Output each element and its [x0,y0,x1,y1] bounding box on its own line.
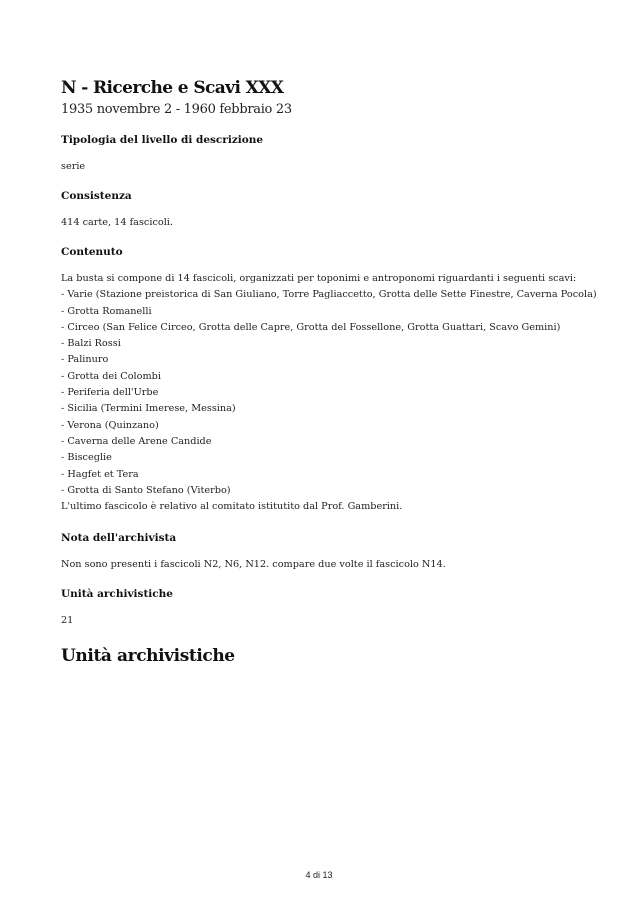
list-item: - Grotta di Santo Stefano (Viterbo) [61,484,231,496]
consistenza-text: 414 carte, 14 fascicoli. [61,217,173,228]
unita-count: 21 [61,615,74,627]
list-item: - Grotta Romanelli [61,305,152,317]
list-item: L'ultimo fascicolo è relativo al comitato istitutito dal Prof. Gamberini. [61,501,403,513]
consistenza-heading: Consistenza [61,190,132,202]
list-item: - Grotta dei Colombi [61,370,161,382]
tipologia-heading: Tipologia del livello di descrizione [61,134,264,146]
list-item: - Sicilia (Termini Imerese, Messina) [61,403,236,415]
date-range: 1935 novembre 2 - 1960 febbraio 23 [61,102,292,117]
list-item: - Caverna delle Arene Candide [61,435,212,447]
page-title: N - Ricerche e Scavi XXX [61,78,284,98]
nota-heading: Nota dell'archivista [61,532,177,545]
list-item: - Balzi Rossi [61,338,121,350]
list-item: - Verona (Quinzano) [61,419,159,431]
nota-text: Non sono presenti i fascicoli N2, N6, N12. compare due volte il fascicolo N14. [61,559,446,571]
contenuto-heading: Contenuto [61,246,123,258]
list-item: - Circeo (San Felice Circeo, Grotta delle Capre, Grotta del Fossellone, Grotta Guattari, Scavo Gemini) [61,321,561,333]
tipologia-text: serie [61,161,86,172]
list-item: - Bisceglie [61,452,112,464]
unita-archivistiche-title: Unità archivistiche [61,646,235,667]
list-item: - Hagfet et Tera [61,468,139,480]
list-item: - Varie (Stazione preistorica di San Giuliano, Torre Pagliaccetto, Grotta delle Sette Finestre, Caverna Pocola) [61,289,597,301]
page-number: 4 di 13 [305,870,333,880]
list-item: La busta si compone di 14 fascicoli, organizzati per toponimi e antroponomi riguardanti i seguenti scavi: [61,273,577,284]
document-page [61,78,597,667]
list-item: - Palinuro [61,354,109,366]
unita-heading: Unità archivistiche [61,588,173,601]
list-item: - Periferia dell'Urbe [61,387,159,399]
contenuto-list [61,271,597,515]
